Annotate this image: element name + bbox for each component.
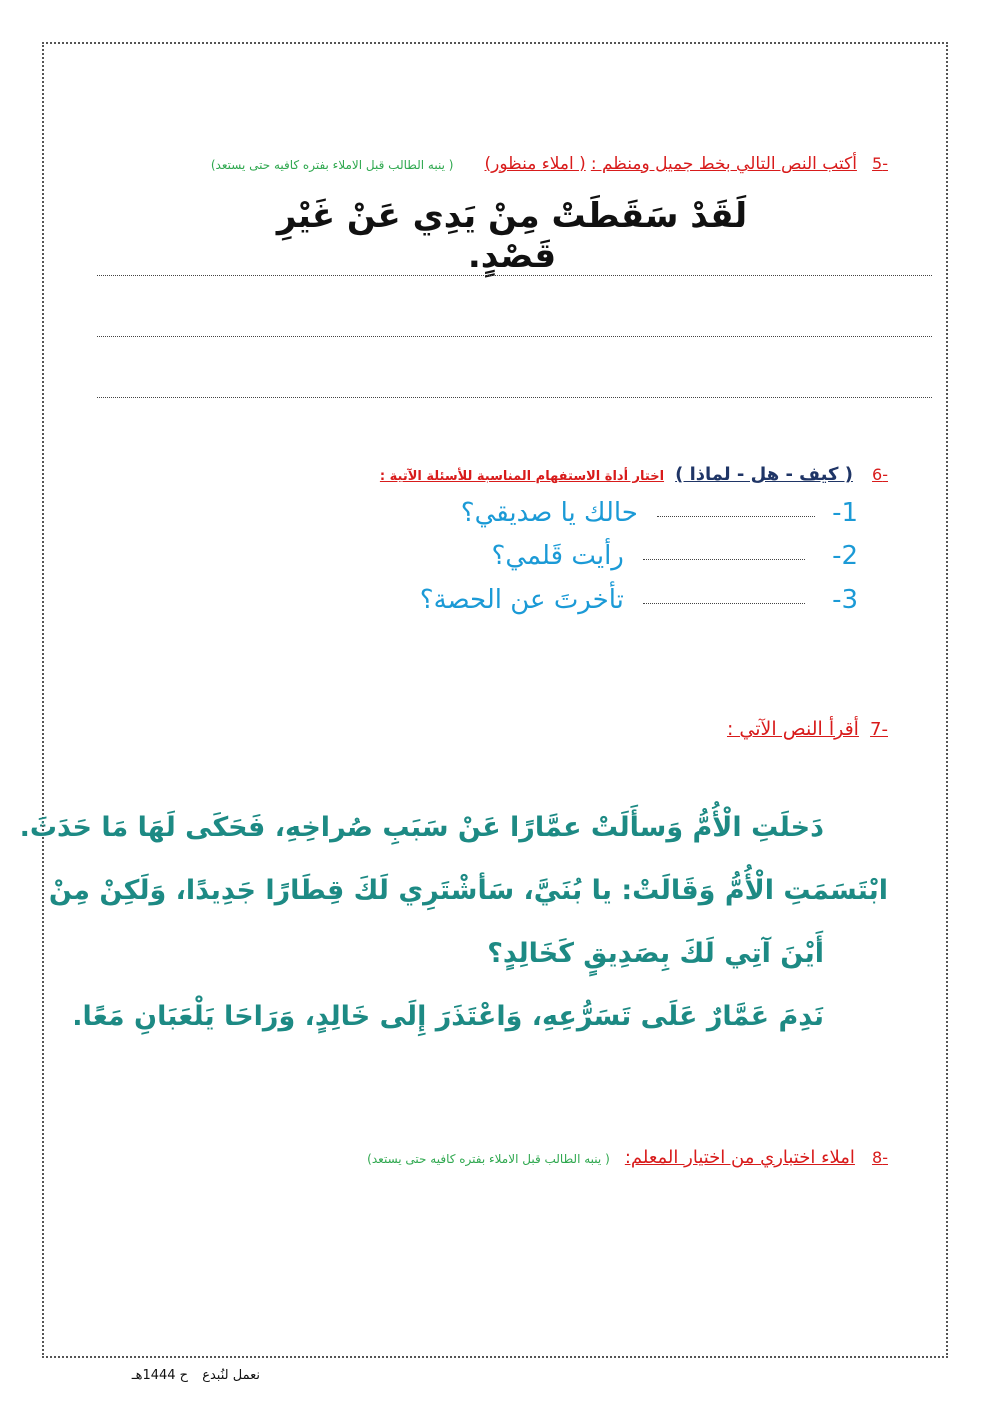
q6-item-number: 2- [832,541,858,571]
answer-blank[interactable] [657,516,815,517]
footer-year: ح 1444هـ [131,1368,189,1383]
q6-tools: ( كيف - هل - لماذا ) [675,464,853,485]
q6-item-text: تأخرتَ عن الحصة؟ [419,585,624,615]
q6-item-number: 1- [832,498,858,528]
q6-item-number: 3- [832,585,858,615]
q6-item-text: رأيت قَلمي؟ [491,541,624,571]
writing-line-1[interactable] [97,275,932,276]
answer-blank[interactable] [643,559,805,560]
q7-title: أقرأ النص الآتي : [726,718,859,740]
q8-title: املاء اختباري من اختيار المعلم: [624,1147,855,1168]
q6-item-1 [338,498,858,534]
writing-line-2[interactable] [97,336,932,337]
q6-number: -6 [872,465,888,484]
q5-instruction: أكتب النص التالي بخط جميل ومنظم : [590,154,857,174]
q6-item-3 [338,585,858,621]
passage-line-3: أَيْنَ آتِي لَكَ بِصَدِيقٍ كَخَالِدٍ؟ [487,938,824,969]
q8-note: ( ينبه الطالب قبل الاملاء بفتره كافيه حتى يستعد) [367,1152,610,1166]
q5-header [108,154,888,176]
answer-blank[interactable] [643,603,805,604]
q7-header [488,718,888,746]
q5-note: ( ينبه الطالب قبل الاملاء بفتره كافيه حتى يستعد) [210,158,454,172]
footer-text: نعمل لنُبدع [202,1368,260,1383]
footer [100,1368,260,1388]
q8-header [168,1147,888,1173]
q6-item-text: حالك يا صديقي؟ [460,498,638,528]
passage-line-4: نَدِمَ عَمَّارٌ عَلَى تَسَرُّعِهِ، وَاعْتَذَرَ إِلَى خَالِدٍ، وَرَاحَا يَلْعَبَانِ مَعًا. [72,1001,824,1032]
writing-line-3[interactable] [97,397,932,398]
q8-number: -8 [872,1148,888,1167]
passage-line-1: دَخلَتِ الْأُمُّ وَسأَلَتْ عمَّارًا عَنْ سَبَبِ صُراخِهِ، فَحَكَى لَهَا مَا حَدَثَ. [19,812,824,843]
q6-instruction: اختار أداة الاستفهام المناسبة للأسئلة الآتية : [379,469,665,484]
q5-type: ( املاء منظور) [484,154,586,174]
passage-line-2: ابْتَسَمَتِ الْأُمُّ وَقَالَتْ: يا بُنَيَّ، سَأشْتَرِي لَكَ قِطَارًا جَدِيدًا، وَلَكِنْ مِنْ [48,875,888,906]
q7-number: -7 [870,719,888,740]
q6-header [108,464,888,488]
q5-number: -5 [872,154,888,173]
q5-sentence: لَقَدْ سَقَطَتْ مِنْ يَدِي عَنْ غَيْرِ قَصْدٍ. [276,196,748,276]
q6-item-2 [338,541,858,577]
